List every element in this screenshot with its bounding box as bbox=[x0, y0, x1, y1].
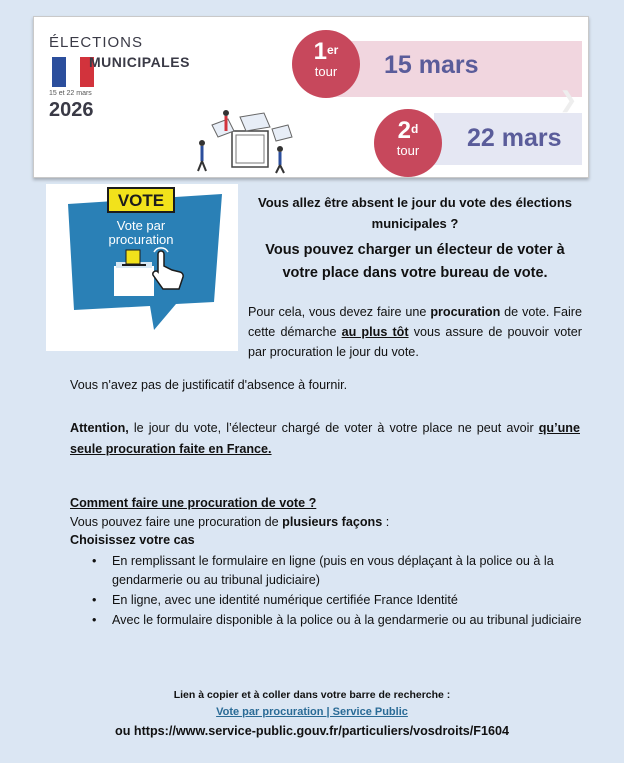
how-sub-a: Vous pouvez faire une procuration de bbox=[70, 515, 283, 529]
how-title: Comment faire une procuration de vote ? bbox=[70, 496, 317, 510]
round1-badge bbox=[292, 30, 360, 98]
intro-paragraph bbox=[248, 302, 582, 362]
how-sub-c: : bbox=[382, 515, 390, 529]
round1-number: 1 bbox=[313, 38, 327, 65]
list-item: • Avec le formulaire disponible à la police ou à la gendarmerie ou au tribunal judiciaire bbox=[92, 611, 587, 630]
intro-p1-e: vous assure de pouvoir voter par procuration le jour du vote. bbox=[248, 325, 582, 359]
elections-banner bbox=[33, 16, 589, 178]
attention-text: le jour du vote, l’électeur chargé de voter à votre place ne peut avoir bbox=[128, 421, 539, 435]
intro-p1-b: procuration bbox=[430, 305, 501, 319]
intro-answer: Vous pouvez charger un électeur de voter à votre place dans votre bureau de vote. bbox=[265, 242, 565, 281]
intro-question: Vous allez être absent le jour du vote des élections municipales ? bbox=[257, 195, 573, 231]
round2-badge bbox=[374, 109, 442, 177]
round1-suffix: er bbox=[327, 43, 339, 57]
no-proof-text: Vous n'avez pas de justificatif d'absence à fournir. bbox=[70, 378, 348, 392]
list-item: • En ligne, avec une identité numérique certifiée France Identité bbox=[92, 591, 587, 610]
round2-suffix: d bbox=[411, 122, 419, 136]
how-list bbox=[92, 552, 587, 631]
vote-line1: Vote par bbox=[116, 218, 166, 233]
round1-word: tour bbox=[314, 64, 338, 79]
round1-date: 15 mars bbox=[384, 51, 479, 79]
intro-p1-d: au plus tôt bbox=[341, 325, 409, 339]
round2-word: tour bbox=[396, 143, 420, 158]
round2-date: 22 mars bbox=[467, 124, 562, 152]
attention-paragraph bbox=[70, 418, 580, 460]
banner-year: 2026 bbox=[49, 99, 94, 121]
voters-illustration-icon bbox=[184, 109, 304, 175]
chevron-right-icon: ❯ bbox=[559, 87, 578, 112]
intro-p1-c: de vote. Faire cette démarche bbox=[248, 305, 582, 339]
vote-procuration-illustration bbox=[46, 184, 238, 351]
french-flag-icon bbox=[52, 57, 94, 87]
how-sub-b: plusieurs façons bbox=[282, 515, 383, 529]
list-item: • En remplissant le formulaire en ligne (puis en vous déplaçant à la police ou à la gendarmerie ou au tribunal judiciaire) bbox=[92, 552, 587, 590]
banner-title-line2: MUNICIPALES bbox=[89, 54, 190, 70]
link-label: Lien à copier et à coller dans votre barre de recherche : bbox=[173, 689, 451, 701]
round2-number: 2 bbox=[397, 117, 411, 144]
banner-dates: 15 et 22 mars bbox=[49, 90, 92, 97]
service-public-link[interactable]: Vote par procuration | Service Public bbox=[216, 706, 408, 718]
attention-underlined: qu’une seule procuration faite en France. bbox=[70, 421, 580, 456]
how-subtitle bbox=[70, 515, 389, 529]
how-choose: Choisissez votre cas bbox=[70, 533, 195, 547]
vote-line2: procuration bbox=[108, 232, 174, 247]
attention-label: Attention, bbox=[70, 421, 129, 435]
intro-p1-a: Pour cela, vous devez faire une bbox=[248, 305, 431, 319]
link-url: ou https://www.service-public.gouv.fr/particuliers/vosdroits/F1604 bbox=[115, 724, 509, 738]
vote-badge-text: VOTE bbox=[117, 191, 165, 210]
banner-title-line1: ÉLECTIONS bbox=[49, 34, 144, 51]
